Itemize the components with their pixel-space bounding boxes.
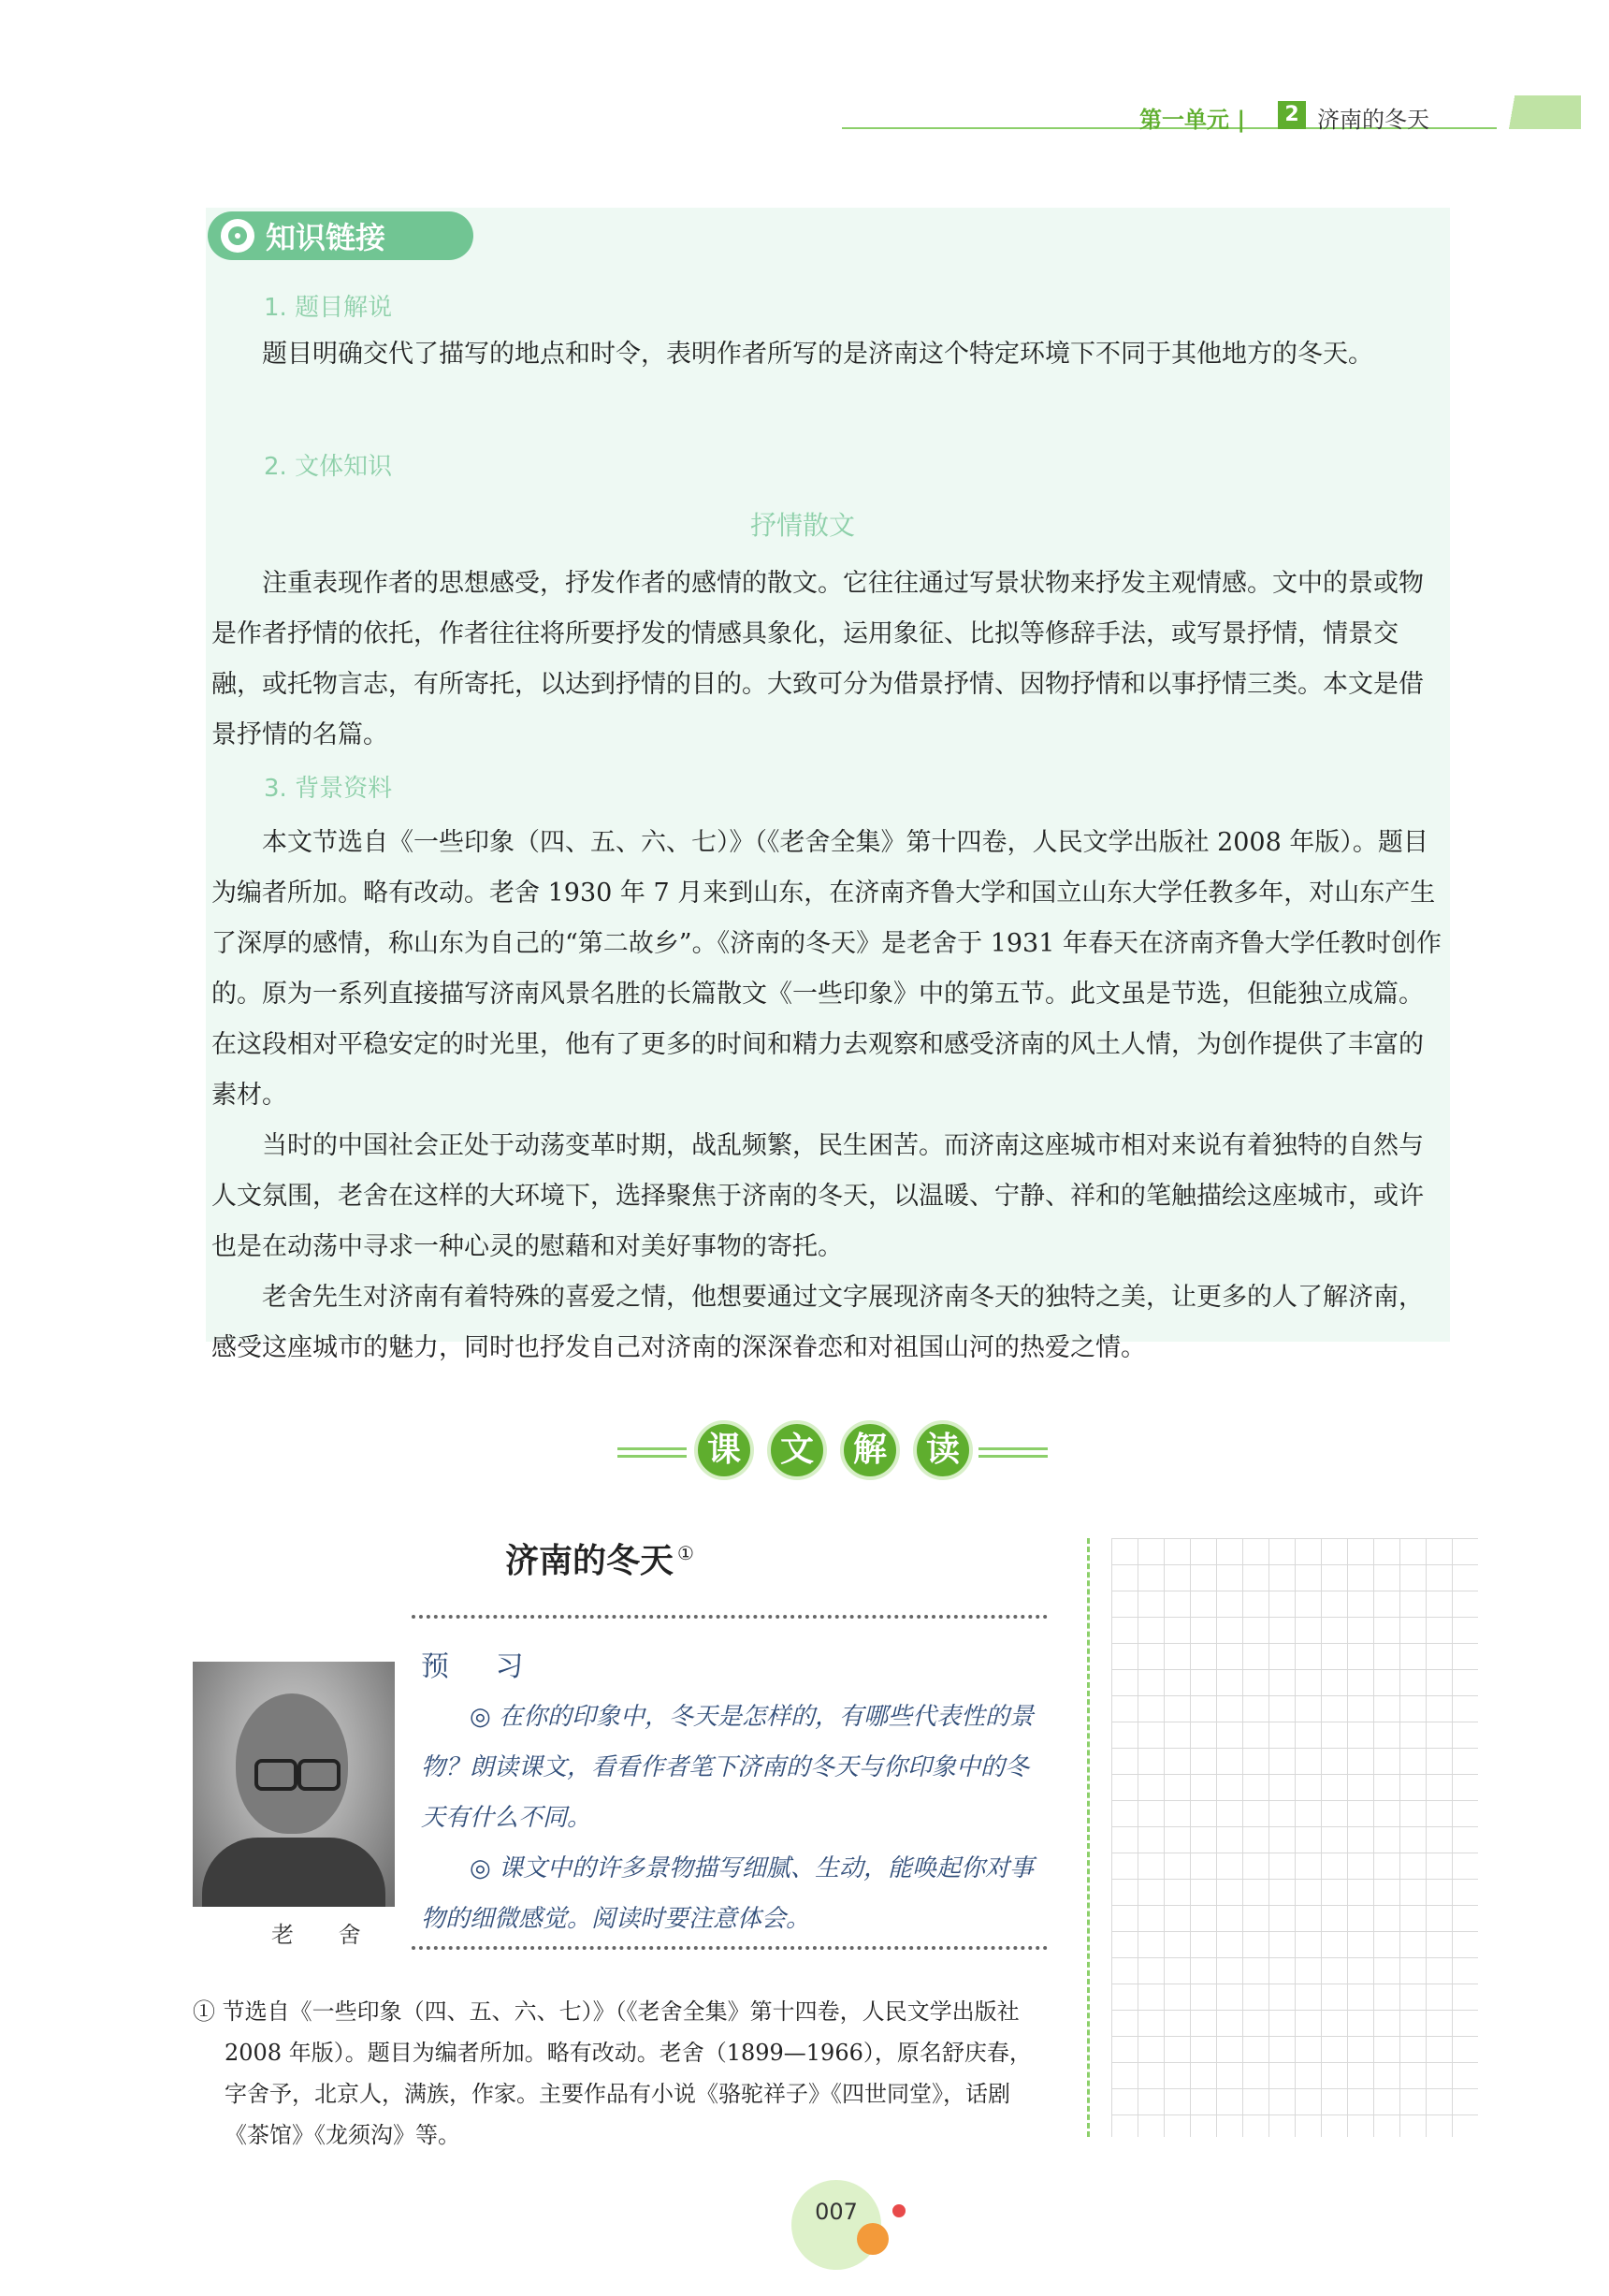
paragraph: 老舍先生对济南有着特殊的喜爱之情，他想要通过文字展现济南冬天的独特之美，让更多的人了解济南，感受这座城市的魅力，同时也抒发自己对济南的深深眷恋和对祖国山河的热爱之情。 [211,1283,1424,1362]
footnote-mark: ① [677,1542,694,1564]
dotted-divider-top [412,1615,1048,1619]
globe-icon [221,219,254,253]
author-portrait [193,1662,395,1907]
heading-char: 文 [767,1420,827,1480]
page-header [842,101,1581,133]
heading-decoration-right [978,1443,1048,1461]
decorative-dot-orange [857,2223,889,2255]
section-heading-genre: 2. 文体知识 [264,453,393,481]
heading-char: 解 [840,1420,900,1480]
notes-grid [1111,1538,1478,2137]
paragraph: 当时的中国社会正处于动荡变革时期，战乱频繁，民生困苦。而济南这座城市相对来说有着独特的自然与人文氛围，老舍在这样的大环境下，选择聚焦于济南的冬天，以温暖、宁静、祥和的笔触描绘这座城市，或许也是在动荡中寻求一种心灵的慰藉和对美好事物的寄托。 [211,1131,1424,1261]
preview-list [421,1692,1048,1944]
dotted-divider-bottom [412,1946,1048,1950]
decorative-dot-red [892,2204,906,2217]
portrait-body [202,1838,385,1907]
notes-divider [1087,1538,1090,2137]
heading-decoration-left [617,1443,687,1461]
portrait-glasses-left [254,1759,297,1791]
paragraph: 注重表现作者的思想感受，抒发作者的感情的散文。它往往通过写景状物来抒发主观情感。文中的景或物是作者抒情的依托，作者往往将所要抒发的情感具象化，运用象征、比拟等修辞手法，或写景抒情，情景交融，或托物言志，有所寄托，以达到抒情的目的。大致可分为借景抒情、因物抒情和以事抒情三类。本文是借景抒情的名篇。 [211,569,1424,749]
paragraph: 题目明确交代了描写的地点和时令，表明作者所写的是济南这个特定环境下不同于其他地方的冬天。 [262,340,1373,369]
portrait-glasses-right [297,1759,341,1791]
footnote-text: ① 节选自《一些印象（四、五、六、七）》（《老舍全集》第十四卷，人民文学出版社 2008 年版）。题目为编者所加。略有改动。老舍（1899—1966），原名舒庆春，字舍予，北京人，满族，作家。主要作品有小说《骆驼祥子》《四世同堂》，话剧《茶馆》《龙须沟》等。 [193,1998,1032,2148]
genre-subtitle: 抒情散文 [750,510,856,541]
heading-char: 课 [694,1420,754,1480]
portrait-caption: 老 舍 [271,1922,380,1948]
preview-item: ◎ 课文中的许多景物描写细腻、生动，能唤起你对事物的细微感觉。阅读时要注意体会。 [421,1854,1034,1933]
page-number: 007 [815,2199,858,2225]
heading-char: 读 [913,1420,973,1480]
preview-item: ◎ 在你的印象中，冬天是怎样的，有哪些代表性的景物？朗读课文，看看作者笔下济南的冬天与你印象中的冬天有什么不同。 [421,1703,1034,1832]
header-lesson-title: 济南的冬天 [1317,107,1429,133]
knowledge-badge [208,211,473,260]
reading-heading [617,1420,1048,1486]
section-background-text [211,818,1446,1373]
preview-title: 预 习 [421,1650,543,1683]
paragraph: 本文节选自《一些印象（四、五、六、七）》（《老舍全集》第十四卷，人民文学出版社 2008 年版）。题目为编者所加。略有改动。老舍 1930 年 7 月来到山东，在济南齐鲁大学和国立山东大学任教多年，对山东产生了深厚的感情，称山东为自己的“第二故乡”。《济南的冬天》是老舍于 1931 年春天在济南齐鲁大学任教时创作的。原为一系列直接描写济南风景名胜的长篇散文《一些印象》中的第五节。此文虽是节选，但能独立成篇。在这段相对平稳安定的时光里，他有了更多的时间和精力去观察和感受济南的风土人情，为创作提供了丰富的素材。 [211,828,1442,1110]
section-genre-text [211,559,1446,761]
knowledge-badge-label: 知识链接 [266,220,386,255]
footnote [193,1991,1053,2156]
header-lesson-number: 2 [1278,101,1306,129]
lesson-title-text: 济南的冬天 [505,1542,674,1580]
header-unit: 第一单元 | [1139,107,1246,133]
header-decoration [1497,95,1581,129]
section-heading-background: 3. 背景资料 [264,775,393,803]
section-heading-topic: 1. 题目解说 [264,294,393,322]
lesson-title [505,1534,694,1582]
section-topic-text [211,329,1446,380]
